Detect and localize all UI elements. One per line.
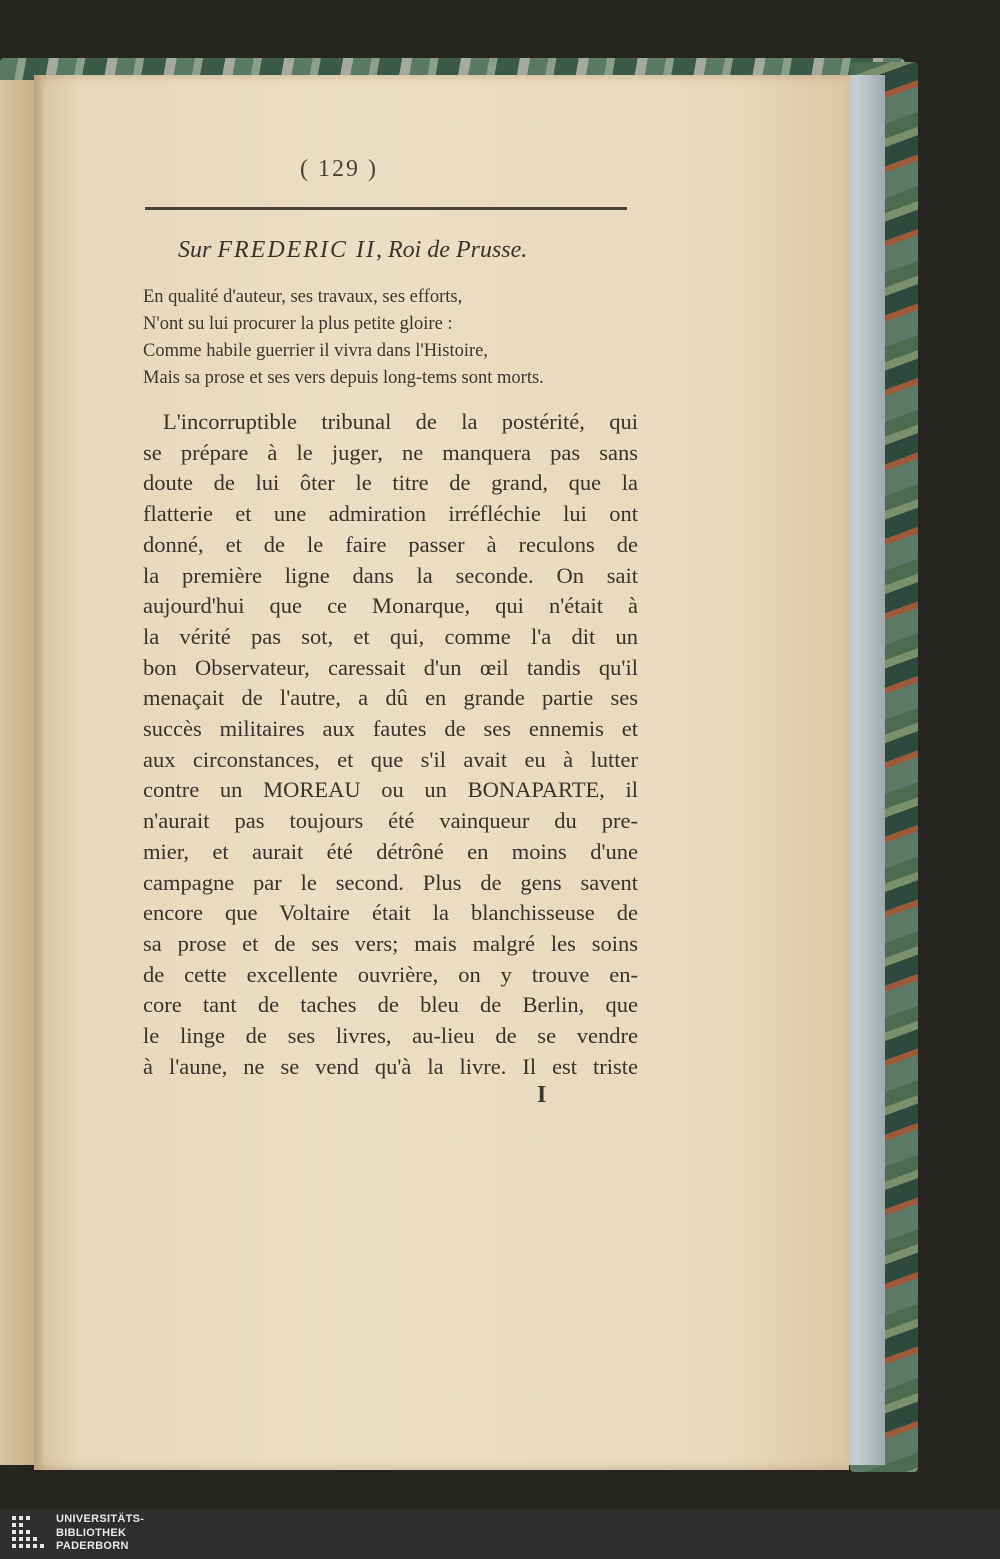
verse-line: Comme habile guerrier il vivra dans l'Histoire, xyxy=(143,341,488,361)
epigram-verse xyxy=(143,284,544,392)
heading-name: FREDERIC II xyxy=(217,237,376,263)
prose-line: L'incorruptible tribunal de la postérité, qui xyxy=(163,409,638,434)
prose-line: donné, et de le faire passer à reculons de xyxy=(143,531,638,557)
verse-line: Mais sa prose et ses vers depuis long-tems sont morts. xyxy=(143,368,544,388)
prose-line: encore que Voltaire était la blanchisseuse de xyxy=(143,900,638,926)
university-library-logo-icon xyxy=(10,1514,48,1554)
prose-line: bon Observateur, caressait d'un œil tandis qu'il xyxy=(143,654,638,680)
prose-line: sa prose et de ses vers; mais malgré les soins xyxy=(143,930,638,956)
prose-line: aujourd'hui que ce Monarque, qui n'était à xyxy=(143,593,638,619)
logo-line: PADERBORN xyxy=(56,1540,129,1552)
prose-line: mier, et aurait été détrôné en moins d'une xyxy=(143,838,638,864)
prose-line: core tant de taches de bleu de Berlin, que xyxy=(143,992,638,1018)
logo-line: UNIVERSITÄTS- xyxy=(56,1513,145,1525)
left-page-edge xyxy=(0,80,34,1465)
verse-line: En qualité d'auteur, ses travaux, ses efforts, xyxy=(143,287,463,307)
prose-line: n'aurait pas toujours été vainqueur du pre- xyxy=(143,808,638,834)
header-rule xyxy=(145,207,627,210)
section-heading xyxy=(178,237,527,264)
logo-line: BIBLIOTHEK xyxy=(56,1526,127,1539)
prose-line: le linge de ses livres, au-lieu de se vendre xyxy=(143,1023,638,1049)
prose-line: succès militaires aux fautes de ses ennemis et xyxy=(143,716,638,742)
prose-line: contre un MOREAU ou un BONAPARTE, il xyxy=(143,777,638,803)
prose-line: aux circonstances, et que s'il avait eu à lutter xyxy=(143,746,638,772)
prose-line: la vérité pas sot, et qui, comme l'a dit un xyxy=(143,623,638,649)
prose-line: de cette excellente ouvrière, on y trouve en- xyxy=(143,961,638,987)
library-logo-text xyxy=(56,1513,144,1554)
footer-bar xyxy=(0,1510,1000,1559)
prose-line: à l'aune, ne se vend qu'à la livre. Il est triste xyxy=(143,1053,638,1079)
verse-line: N'ont su lui procurer la plus petite gloire : xyxy=(143,314,453,334)
prose-line: campagne par le second. Plus de gens savent xyxy=(143,869,638,895)
prose-line: se prépare à le juger, ne manquera pas sans xyxy=(143,439,638,465)
prose-line: la première ligne dans la seconde. On sait xyxy=(143,562,638,588)
signature-mark: I xyxy=(537,1082,547,1108)
prose-line: flatterie et une admiration irréfléchie lui ont xyxy=(143,501,638,527)
heading-prefix: Sur xyxy=(178,237,218,263)
heading-suffix: , Roi de Prusse. xyxy=(375,237,528,263)
prose-line: doute de lui ôter le titre de grand, que la xyxy=(143,470,638,496)
page-number: ( 129 ) xyxy=(300,156,378,182)
prose-line: menaçait de l'autre, a dû en grande partie ses xyxy=(143,685,638,711)
prose-body xyxy=(143,407,638,1082)
